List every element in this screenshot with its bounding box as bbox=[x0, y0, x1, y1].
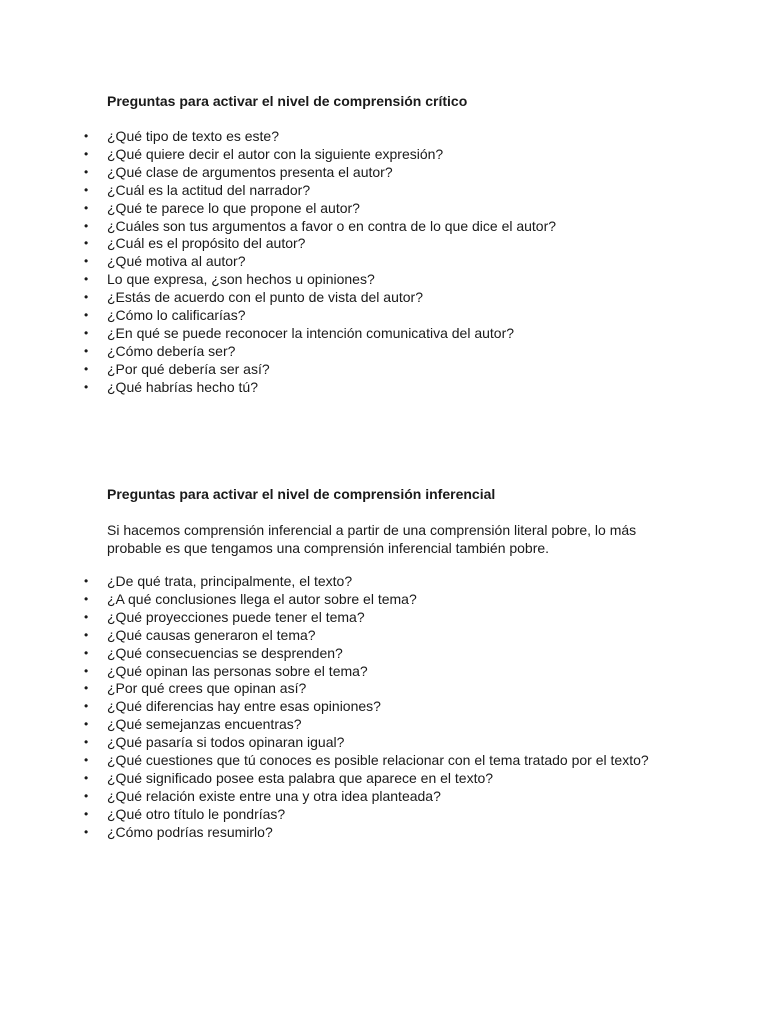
list-item bbox=[84, 573, 652, 591]
bullet-icon: • bbox=[84, 681, 89, 696]
heading-critico: Preguntas para activar el nivel de comprensión crítico bbox=[107, 93, 468, 109]
list-item-text: ¿Qué motiva al autor? bbox=[107, 253, 246, 270]
list-item bbox=[84, 181, 667, 200]
list-item-text: ¿Qué otro título le pondrías? bbox=[107, 805, 286, 822]
bullet-icon: • bbox=[84, 236, 89, 251]
section-inferencial bbox=[84, 485, 667, 842]
list-item-text: ¿Estás de acuerdo con el punto de vista del autor? bbox=[107, 289, 423, 306]
list-item-text: ¿Qué pasaría si todos opinaran igual? bbox=[107, 734, 345, 751]
bullet-icon: • bbox=[84, 717, 89, 732]
intro-paragraph: Si hacemos comprensión inferencial a partir de una comprensión literal pobre, lo más probable es que tengamos una comprensión inferencial también pobre. bbox=[107, 522, 637, 556]
bullet-icon: • bbox=[84, 361, 89, 376]
bullet-icon: • bbox=[84, 325, 89, 340]
list-item bbox=[84, 289, 667, 307]
list-item bbox=[84, 823, 652, 842]
bullet-icon: • bbox=[84, 788, 89, 803]
list-item bbox=[84, 235, 667, 253]
list-item bbox=[84, 662, 652, 681]
list-item bbox=[84, 734, 652, 752]
list-item bbox=[84, 128, 667, 146]
bullet-icon: • bbox=[84, 663, 89, 678]
list-item bbox=[84, 716, 652, 734]
list-item bbox=[84, 342, 667, 361]
list-item bbox=[84, 805, 652, 824]
bullet-icon: • bbox=[84, 254, 89, 269]
bullet-icon: • bbox=[84, 290, 89, 305]
list-item-text: ¿Qué cuestiones que tú conoces es posible relacionar con el tema tratado por el texto? bbox=[107, 752, 649, 769]
list-item-text: ¿Qué tipo de texto es este? bbox=[107, 128, 279, 144]
bullet-icon: • bbox=[84, 182, 89, 197]
list-item-text: ¿Qué clase de argumentos presenta el autor? bbox=[107, 163, 393, 180]
list-item-text: ¿Por qué crees que opinan así? bbox=[107, 680, 307, 697]
list-item-text: ¿Qué habrías hecho tú? bbox=[107, 378, 258, 395]
list-item bbox=[84, 324, 667, 343]
list-item-text: ¿De qué trata, principalmente, el texto? bbox=[107, 573, 353, 589]
list-item-text: ¿A qué conclusiones llega el autor sobre el tema? bbox=[107, 590, 417, 607]
list-item-text: ¿Cómo lo calificarías? bbox=[107, 307, 246, 324]
bullet-icon: • bbox=[84, 627, 89, 642]
list-item bbox=[84, 307, 667, 325]
bullet-icon: • bbox=[84, 164, 89, 179]
bullet-icon: • bbox=[84, 379, 89, 394]
bullet-icon: • bbox=[84, 591, 89, 606]
bullet-icon: • bbox=[84, 645, 89, 660]
list-item-text: ¿Qué semejanzas encuentras? bbox=[107, 716, 302, 733]
bullet-icon: • bbox=[84, 129, 89, 143]
heading-inferencial: Preguntas para activar el nivel de comprensión inferencial bbox=[107, 486, 496, 502]
list-item-text: ¿Cómo podrías resumirlo? bbox=[107, 823, 273, 840]
list-item-text: ¿Cómo debería ser? bbox=[107, 342, 236, 359]
list-item-text: ¿Qué significado posee esta palabra que aparece en el texto? bbox=[107, 769, 494, 786]
list-item bbox=[84, 769, 652, 788]
list-item bbox=[84, 271, 667, 289]
bullet-icon: • bbox=[84, 574, 89, 588]
list-item-text: Lo que expresa, ¿son hechos u opiniones? bbox=[107, 271, 375, 288]
list-item-text: ¿Qué diferencias hay entre esas opiniones? bbox=[107, 698, 381, 715]
question-list-inferencial bbox=[84, 573, 667, 842]
bullet-icon: • bbox=[84, 753, 89, 768]
question-list-critico bbox=[84, 128, 667, 397]
list-item bbox=[84, 253, 667, 271]
list-item-text: ¿Qué causas generaron el tema? bbox=[107, 626, 316, 643]
list-item-text: ¿Qué quiere decir el autor con la siguiente expresión? bbox=[107, 145, 444, 162]
list-item bbox=[84, 626, 652, 645]
bullet-icon: • bbox=[84, 272, 89, 287]
list-item bbox=[84, 608, 652, 627]
bullet-icon: • bbox=[84, 343, 89, 358]
list-item-text: ¿Cuáles son tus argumentos a favor o en contra de lo que dice el autor? bbox=[107, 217, 557, 234]
section-critico bbox=[84, 92, 667, 397]
bullet-icon: • bbox=[84, 770, 89, 785]
list-item bbox=[84, 163, 667, 182]
list-item bbox=[84, 698, 652, 716]
list-item-text: ¿Qué opinan las personas sobre el tema? bbox=[107, 662, 368, 679]
list-item bbox=[84, 787, 652, 806]
bullet-icon: • bbox=[84, 218, 89, 233]
list-item bbox=[84, 217, 667, 236]
bullet-icon: • bbox=[84, 699, 89, 714]
list-item-text: ¿En qué se puede reconocer la intención comunicativa del autor? bbox=[107, 324, 515, 341]
bullet-icon: • bbox=[84, 609, 89, 624]
bullet-icon: • bbox=[84, 824, 89, 839]
bullet-icon: • bbox=[84, 308, 89, 323]
list-item-text: ¿Cuál es el propósito del autor? bbox=[107, 235, 306, 252]
list-item bbox=[84, 145, 667, 164]
list-item-text: ¿Por qué debería ser así? bbox=[107, 360, 270, 377]
list-item bbox=[84, 752, 652, 770]
list-item bbox=[84, 644, 652, 663]
bullet-icon: • bbox=[84, 806, 89, 821]
list-item-text: ¿Qué consecuencias se desprenden? bbox=[107, 644, 343, 661]
bullet-icon: • bbox=[84, 735, 89, 750]
list-item bbox=[84, 680, 652, 698]
list-item bbox=[84, 199, 667, 218]
bullet-icon: • bbox=[84, 146, 89, 161]
bullet-icon: • bbox=[84, 200, 89, 215]
list-item bbox=[84, 590, 652, 609]
list-item bbox=[84, 360, 667, 379]
list-item-text: ¿Qué te parece lo que propone el autor? bbox=[107, 199, 360, 216]
list-item-text: ¿Qué relación existe entre una y otra idea planteada? bbox=[107, 787, 441, 804]
list-item-text: ¿Qué proyecciones puede tener el tema? bbox=[107, 608, 365, 625]
list-item bbox=[84, 378, 667, 397]
list-item-text: ¿Cuál es la actitud del narrador? bbox=[107, 181, 311, 198]
